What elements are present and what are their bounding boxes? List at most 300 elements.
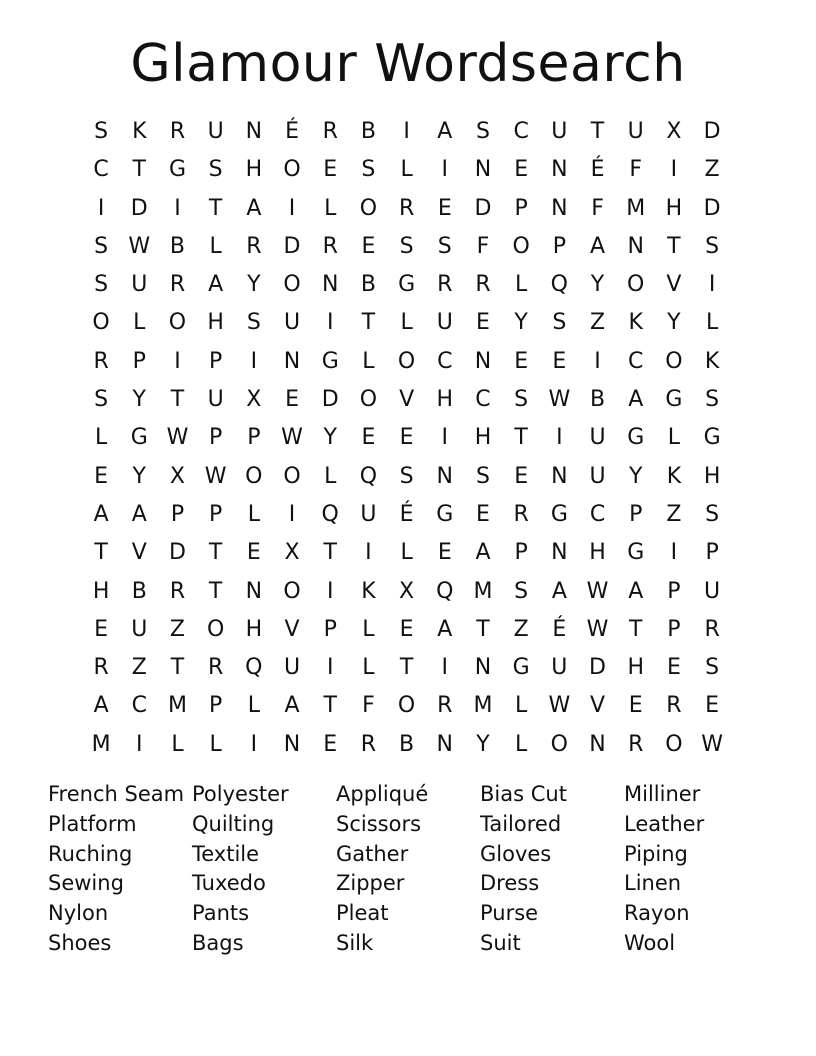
grid-letter[interactable]: O <box>397 693 416 719</box>
grid-letter[interactable]: P <box>247 425 261 451</box>
grid-letter[interactable]: H <box>474 425 492 451</box>
grid-letter[interactable]: T <box>132 157 146 183</box>
grid-letter[interactable]: H <box>92 578 110 604</box>
grid-letter[interactable]: I <box>97 195 105 221</box>
word-list-item: Leather <box>624 811 705 836</box>
grid-letter[interactable]: D <box>589 655 606 681</box>
grid-letter[interactable]: I <box>250 348 258 374</box>
grid-letter[interactable]: H <box>436 387 454 413</box>
grid-letter[interactable]: E <box>94 616 109 642</box>
grid-letter[interactable]: R <box>93 655 109 681</box>
grid-letter[interactable]: E <box>514 348 529 374</box>
grid-letter[interactable]: L <box>324 195 337 221</box>
grid-letter[interactable]: W <box>204 463 227 489</box>
grid-letter[interactable]: Q <box>359 463 378 489</box>
grid-letter[interactable]: É <box>399 501 414 527</box>
grid-letter[interactable]: T <box>170 655 185 681</box>
grid-letter[interactable]: V <box>284 616 300 642</box>
grid-letter[interactable]: P <box>170 501 185 527</box>
grid-letter[interactable]: I <box>556 425 563 451</box>
grid-letter[interactable]: Y <box>132 387 146 413</box>
grid-letter[interactable]: S <box>475 463 490 489</box>
grid-letter[interactable]: U <box>551 655 568 681</box>
grid-letter[interactable]: N <box>474 348 492 374</box>
grid-letter[interactable]: E <box>514 463 529 489</box>
grid-letter[interactable]: E <box>666 655 681 681</box>
grid-letter[interactable]: L <box>247 693 260 719</box>
grid-letter[interactable]: L <box>324 463 337 489</box>
grid-letter[interactable]: N <box>551 157 568 183</box>
grid-letter[interactable]: R <box>208 655 224 681</box>
grid-letter[interactable]: E <box>361 233 376 259</box>
grid-letter[interactable]: S <box>399 463 414 489</box>
grid-letter[interactable]: I <box>441 425 449 451</box>
grid-letter[interactable]: T <box>208 195 223 221</box>
grid-letter[interactable]: I <box>288 501 296 527</box>
grid-letter[interactable]: P <box>552 233 566 259</box>
grid-letter[interactable]: A <box>475 540 491 566</box>
grid-letter[interactable]: T <box>399 655 414 681</box>
grid-letter[interactable]: H <box>245 157 263 183</box>
grid-letter[interactable]: G <box>550 501 568 527</box>
word-list-item: Textile <box>192 841 260 866</box>
grid-letter[interactable]: O <box>665 348 683 374</box>
grid-letter[interactable]: I <box>670 157 678 183</box>
grid-letter[interactable]: A <box>208 272 224 298</box>
grid-letter[interactable]: D <box>283 233 301 259</box>
grid-letter[interactable]: S <box>705 655 720 681</box>
grid-letter[interactable]: L <box>515 272 528 298</box>
grid-letter[interactable]: G <box>665 387 683 413</box>
grid-letter[interactable]: I <box>250 731 258 757</box>
grid-letter[interactable]: U <box>283 310 301 336</box>
grid-letter[interactable]: M <box>473 578 493 604</box>
grid-letter[interactable]: P <box>629 501 643 527</box>
grid-letter[interactable]: C <box>437 348 453 374</box>
grid-letter[interactable]: U <box>589 425 606 451</box>
grid-letter[interactable]: A <box>628 387 644 413</box>
grid-letter[interactable]: S <box>208 157 223 183</box>
grid-letter[interactable]: L <box>133 310 146 336</box>
grid-letter[interactable]: O <box>92 310 110 336</box>
grid-letter[interactable]: L <box>171 731 184 757</box>
grid-letter[interactable]: E <box>285 387 299 413</box>
grid-letter[interactable]: W <box>166 425 189 451</box>
grid-letter[interactable]: X <box>284 540 300 566</box>
grid-letter[interactable]: O <box>512 233 530 259</box>
grid-letter[interactable]: B <box>360 272 376 298</box>
grid-letter[interactable]: Z <box>131 655 147 681</box>
grid-letter[interactable]: U <box>131 616 148 642</box>
grid-letter[interactable]: K <box>132 119 147 144</box>
grid-letter[interactable]: P <box>209 693 223 719</box>
grid-letter[interactable]: R <box>322 233 338 259</box>
grid-letter[interactable]: K <box>361 578 376 604</box>
grid-letter[interactable]: Z <box>513 616 529 642</box>
grid-letter[interactable]: A <box>131 501 147 527</box>
grid-letter[interactable]: L <box>400 157 413 183</box>
grid-letter[interactable]: U <box>207 387 224 413</box>
grid-letter[interactable]: S <box>94 272 109 298</box>
grid-letter[interactable]: Y <box>590 272 605 298</box>
grid-letter[interactable]: H <box>665 195 683 221</box>
grid-letter[interactable]: K <box>628 310 643 336</box>
grid-letter[interactable]: P <box>209 348 223 374</box>
grid-letter[interactable]: W <box>128 233 151 259</box>
grid-letter[interactable]: A <box>590 233 606 259</box>
grid-letter[interactable]: I <box>670 540 678 566</box>
grid-letter[interactable]: L <box>400 540 413 566</box>
grid-letter[interactable]: E <box>323 157 338 183</box>
grid-letter[interactable]: T <box>590 119 605 144</box>
grid-letter[interactable]: D <box>168 540 186 566</box>
grid-letter[interactable]: I <box>326 310 334 336</box>
grid-letter[interactable]: Y <box>247 272 261 298</box>
grid-letter[interactable]: R <box>169 119 186 144</box>
grid-letter[interactable]: A <box>628 578 644 604</box>
grid-letter[interactable]: K <box>666 463 682 489</box>
grid-letter[interactable]: T <box>170 387 185 413</box>
grid-letter[interactable]: K <box>704 348 720 374</box>
grid-letter[interactable]: E <box>361 425 376 451</box>
grid-letter[interactable]: L <box>247 501 260 527</box>
grid-letter[interactable]: N <box>627 233 644 259</box>
grid-letter[interactable]: L <box>209 233 222 259</box>
grid-letter[interactable]: P <box>667 578 681 604</box>
grid-letter[interactable]: N <box>245 119 263 144</box>
grid-letter[interactable]: A <box>246 195 262 221</box>
grid-letter[interactable]: É <box>285 119 299 144</box>
grid-letter[interactable]: T <box>628 616 643 642</box>
grid-letter[interactable]: O <box>665 731 683 757</box>
grid-letter[interactable]: U <box>283 655 301 681</box>
grid-letter[interactable]: O <box>359 387 378 413</box>
grid-letter[interactable]: G <box>512 655 530 681</box>
grid-letter[interactable]: Y <box>628 463 643 489</box>
grid-letter[interactable]: Q <box>436 578 454 604</box>
word-list-item: Purse <box>480 901 539 926</box>
grid-letter[interactable]: N <box>283 731 301 757</box>
grid-letter[interactable]: E <box>399 425 414 451</box>
grid-letter[interactable]: M <box>473 693 493 719</box>
word-list-item: Bags <box>192 930 244 955</box>
grid-letter[interactable]: E <box>246 540 261 566</box>
grid-letter[interactable]: L <box>209 731 222 757</box>
grid-letter[interactable]: M <box>626 195 646 221</box>
grid-letter[interactable]: C <box>93 157 109 183</box>
grid-letter[interactable]: Y <box>132 463 146 489</box>
grid-letter[interactable]: Z <box>666 501 682 527</box>
grid-letter[interactable]: L <box>400 310 413 336</box>
grid-letter[interactable]: S <box>246 310 261 336</box>
grid-letter[interactable]: S <box>399 233 414 259</box>
grid-letter[interactable]: P <box>514 195 528 221</box>
grid-letter[interactable]: R <box>437 272 453 298</box>
grid-letter[interactable]: M <box>167 693 187 719</box>
grid-letter[interactable]: V <box>399 387 415 413</box>
grid-letter[interactable]: O <box>283 463 301 489</box>
grid-letter[interactable]: N <box>551 463 568 489</box>
grid-letter[interactable]: E <box>628 693 643 719</box>
grid-letter[interactable]: O <box>627 272 645 298</box>
grid-letter[interactable]: P <box>323 616 337 642</box>
grid-letter[interactable]: C <box>628 348 644 374</box>
grid-letter[interactable]: I <box>365 540 372 566</box>
grid-letter[interactable]: D <box>130 195 148 221</box>
grid-letter[interactable]: G <box>130 425 148 451</box>
grid-letter[interactable]: W <box>548 693 571 719</box>
grid-letter[interactable]: E <box>705 693 720 719</box>
grid-letter[interactable]: I <box>174 195 181 221</box>
grid-letter[interactable]: Q <box>550 272 568 298</box>
grid-letter[interactable]: L <box>362 616 375 642</box>
grid-letter[interactable]: W <box>548 387 571 413</box>
grid-letter[interactable]: E <box>323 731 338 757</box>
grid-letter[interactable]: A <box>93 501 109 527</box>
grid-letter[interactable]: N <box>436 731 454 757</box>
grid-letter[interactable]: V <box>590 693 606 719</box>
grid-letter[interactable]: N <box>474 655 492 681</box>
grid-letter[interactable]: U <box>207 119 224 144</box>
grid-letter[interactable]: S <box>514 578 529 604</box>
grid-letter[interactable]: E <box>476 310 490 336</box>
grid-letter[interactable]: R <box>628 731 644 757</box>
grid-letter[interactable]: R <box>169 578 186 604</box>
grid-letter[interactable]: F <box>362 693 375 719</box>
grid-letter[interactable]: T <box>667 233 681 259</box>
grid-letter[interactable]: B <box>360 119 376 144</box>
grid-letter[interactable]: G <box>321 348 339 374</box>
grid-letter[interactable]: G <box>398 272 416 298</box>
grid-letter[interactable]: P <box>514 540 528 566</box>
grid-letter[interactable]: I <box>326 578 334 604</box>
grid-letter[interactable]: H <box>627 655 644 681</box>
grid-letter[interactable]: G <box>703 425 721 451</box>
grid-letter[interactable]: R <box>475 272 491 298</box>
grid-letter[interactable]: I <box>441 157 449 183</box>
grid-letter[interactable]: A <box>437 119 453 144</box>
grid-letter[interactable]: O <box>359 195 378 221</box>
grid-letter[interactable]: T <box>323 693 337 719</box>
grid-letter[interactable]: Q <box>245 655 263 681</box>
grid-letter[interactable]: U <box>627 119 644 144</box>
grid-letter[interactable]: O <box>206 616 225 642</box>
grid-letter[interactable]: I <box>288 195 296 221</box>
grid-letter[interactable]: V <box>131 540 147 566</box>
grid-letter[interactable]: E <box>552 348 567 374</box>
grid-letter[interactable]: L <box>362 348 375 374</box>
grid-letter[interactable]: L <box>667 425 681 451</box>
grid-letter[interactable]: S <box>552 310 567 336</box>
grid-letter[interactable]: U <box>589 463 606 489</box>
grid-letter[interactable]: S <box>94 119 109 144</box>
grid-letter[interactable]: W <box>281 425 303 451</box>
grid-letter[interactable]: S <box>705 387 720 413</box>
grid-letter[interactable]: Y <box>476 731 490 757</box>
grid-letter[interactable]: L <box>515 693 528 719</box>
grid-letter[interactable]: X <box>246 387 262 413</box>
grid-letter[interactable]: R <box>398 195 415 221</box>
grid-letter[interactable]: B <box>399 731 415 757</box>
grid-letter[interactable]: S <box>705 233 720 259</box>
grid-letter[interactable]: L <box>94 425 108 451</box>
grid-letter[interactable]: H <box>589 540 606 566</box>
grid-letter[interactable]: E <box>94 463 109 489</box>
grid-letter[interactable]: U <box>704 578 721 604</box>
grid-letter[interactable]: O <box>283 578 301 604</box>
grid-letter[interactable]: S <box>475 119 490 144</box>
grid-letter[interactable]: N <box>245 578 263 604</box>
grid-letter[interactable]: X <box>666 119 682 144</box>
grid-letter[interactable]: R <box>322 119 338 144</box>
grid-letter[interactable]: R <box>513 501 529 527</box>
grid-letter[interactable]: I <box>136 731 143 757</box>
grid-letter[interactable]: I <box>403 119 410 144</box>
grid-letter[interactable]: L <box>362 655 375 681</box>
grid-letter[interactable]: R <box>169 272 186 298</box>
grid-letter[interactable]: T <box>361 310 376 336</box>
grid-letter[interactable]: R <box>704 616 720 642</box>
grid-letter[interactable]: B <box>169 233 186 259</box>
grid-letter[interactable]: O <box>550 731 568 757</box>
grid-letter[interactable]: T <box>514 425 528 451</box>
grid-letter[interactable]: F <box>591 195 604 221</box>
grid-letter[interactable]: U <box>131 272 148 298</box>
grid-letter[interactable]: T <box>476 616 490 642</box>
grid-letter[interactable]: F <box>629 157 643 183</box>
grid-letter[interactable]: H <box>245 616 263 642</box>
grid-letter[interactable]: E <box>437 195 452 221</box>
grid-letter[interactable]: I <box>708 272 716 298</box>
grid-letter[interactable]: S <box>437 233 452 259</box>
grid-letter[interactable]: S <box>705 501 720 527</box>
grid-letter[interactable]: Z <box>589 310 606 336</box>
grid-letter[interactable]: A <box>437 616 453 642</box>
grid-letter[interactable]: B <box>131 578 147 604</box>
grid-letter[interactable]: D <box>474 195 492 221</box>
grid-letter[interactable]: E <box>437 540 452 566</box>
grid-letter[interactable]: Z <box>169 616 185 642</box>
grid-letter[interactable]: D <box>703 119 721 144</box>
grid-letter[interactable]: C <box>475 387 491 413</box>
grid-letter[interactable]: W <box>586 616 609 642</box>
grid-letter[interactable]: É <box>590 157 605 183</box>
grid-letter[interactable]: Y <box>514 310 528 336</box>
grid-letter[interactable]: N <box>551 540 568 566</box>
grid-letter[interactable]: O <box>397 348 416 374</box>
grid-letter[interactable]: I <box>174 348 181 374</box>
grid-letter[interactable]: P <box>209 425 223 451</box>
grid-letter[interactable]: H <box>207 310 224 336</box>
grid-letter[interactable]: R <box>666 693 682 719</box>
grid-letter[interactable]: R <box>246 233 262 259</box>
grid-letter[interactable]: F <box>476 233 490 259</box>
grid-letter[interactable]: O <box>168 310 187 336</box>
grid-letter[interactable]: A <box>551 578 567 604</box>
grid-letter[interactable]: Y <box>667 310 681 336</box>
grid-letter[interactable]: E <box>476 501 490 527</box>
grid-letter[interactable]: N <box>321 272 339 298</box>
grid-letter[interactable]: A <box>284 693 300 719</box>
grid-letter[interactable]: S <box>361 157 376 183</box>
word-list-item: Polyester <box>192 782 289 806</box>
grid-letter[interactable]: G <box>436 501 454 527</box>
grid-letter[interactable]: N <box>283 348 301 374</box>
grid-letter[interactable]: W <box>701 731 723 757</box>
grid-letter[interactable]: R <box>93 348 109 374</box>
grid-letter[interactable]: I <box>326 655 334 681</box>
grid-letter[interactable]: G <box>168 157 186 183</box>
grid-letter[interactable]: P <box>667 616 681 642</box>
grid-letter[interactable]: E <box>399 616 414 642</box>
grid-letter[interactable]: L <box>705 310 719 336</box>
grid-letter[interactable]: É <box>552 616 567 642</box>
word-list-item: Piping <box>624 841 688 866</box>
word-list-item: Appliqué <box>336 782 429 806</box>
grid-letter[interactable]: M <box>91 731 111 757</box>
grid-letter[interactable]: Q <box>321 501 339 527</box>
grid-letter[interactable]: A <box>93 693 109 719</box>
grid-letter[interactable]: P <box>132 348 146 374</box>
word-list-item: Ruching <box>48 841 133 866</box>
grid-letter[interactable]: V <box>666 272 682 298</box>
grid-letter[interactable]: I <box>594 348 601 374</box>
grid-letter[interactable]: B <box>589 387 606 413</box>
grid-letter[interactable]: O <box>283 157 301 183</box>
grid-letter[interactable]: E <box>514 157 529 183</box>
grid-letter[interactable]: U <box>551 119 568 144</box>
grid-letter[interactable]: O <box>245 463 263 489</box>
word-list-item: Dress <box>480 871 540 896</box>
word-list-item: Shoes <box>48 930 112 955</box>
grid-letter[interactable]: O <box>283 272 301 298</box>
grid-letter[interactable]: Z <box>704 157 720 183</box>
grid-letter[interactable]: S <box>94 233 109 259</box>
grid-letter[interactable]: C <box>589 501 606 527</box>
grid-letter[interactable]: T <box>323 540 337 566</box>
grid-letter[interactable]: L <box>515 731 528 757</box>
grid-letter[interactable]: T <box>208 578 223 604</box>
grid-letter[interactable]: N <box>551 195 568 221</box>
grid-letter[interactable]: C <box>513 119 529 144</box>
grid-letter[interactable]: S <box>94 387 109 413</box>
grid-letter[interactable]: S <box>514 387 529 413</box>
grid-letter[interactable]: R <box>360 731 377 757</box>
grid-letter[interactable]: X <box>399 578 415 604</box>
grid-letter[interactable]: X <box>169 463 185 489</box>
grid-letter[interactable]: C <box>131 693 147 719</box>
grid-letter[interactable]: H <box>703 463 721 489</box>
grid-letter[interactable]: Y <box>323 425 337 451</box>
grid-letter[interactable]: P <box>705 540 719 566</box>
grid-letter[interactable]: D <box>703 195 721 221</box>
grid-letter[interactable]: U <box>360 501 377 527</box>
grid-letter[interactable]: I <box>441 655 449 681</box>
grid-letter[interactable]: N <box>589 731 606 757</box>
grid-letter[interactable]: W <box>586 578 609 604</box>
grid-letter[interactable]: T <box>208 540 223 566</box>
grid-letter[interactable]: P <box>209 501 223 527</box>
grid-letter[interactable]: G <box>627 425 645 451</box>
grid-letter[interactable]: N <box>474 157 492 183</box>
grid-letter[interactable]: U <box>436 310 453 336</box>
grid-letter[interactable]: N <box>436 463 454 489</box>
word-list-item: Linen <box>624 871 682 896</box>
grid-letter[interactable]: D <box>321 387 339 413</box>
grid-letter[interactable]: R <box>437 693 453 719</box>
grid-letter[interactable]: G <box>627 540 645 566</box>
grid-letter[interactable]: T <box>94 540 108 566</box>
